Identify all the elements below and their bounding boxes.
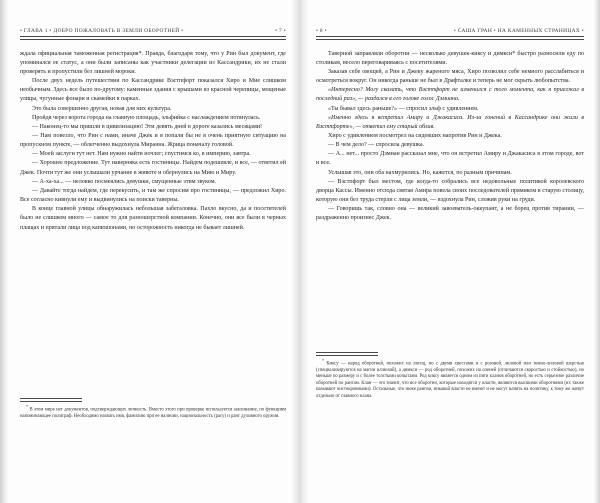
paragraph: — Говоришь так, словно она — великий завоеватель-оккупант, а не борец против тирании, — раздраженно произнес Джек. [316, 206, 584, 222]
right-page-folio: • 8 • [316, 28, 327, 34]
right-running-head-title: • САША ГРАН • НА КАМЕННЫХ СТРАНИЦАХ • [453, 28, 584, 34]
right-footnote [316, 357, 584, 401]
right-head-rule [316, 36, 584, 40]
paragraph: — А... нет... просто Дэмиан рассказал мне, что он встретил Амиру и Джакасиса в этом городе, вот и все. [316, 151, 584, 167]
paragraph: — В чем дело? — спросила девушка. [328, 142, 425, 149]
paragraph: — Давайте тогда найдем, где перекусить, и там же спросим про гостиницы, — предложил Хиро. Все согласно кивнули ему и выдвинулись на поиски таверны. [20, 187, 286, 204]
paragraph: — Наконец-то мы пришли в цивилизацию! Эти девять дней в дороге казались месяцами! [32, 123, 263, 130]
paragraph: В конце главной улицы обнаружилась небольшая забегаловка. Пахло вкусно, да и посетителей было не слишком много — самое то для разношерстной компании. Конечно, они все были в черных плащах и прятали лица под капюшонами, но осторожность никогда не бывает лишней. [20, 206, 286, 231]
left-head-rule [20, 36, 286, 40]
paragraph: — Вэстпфорт был местом, где когда-то собрались все недовольные политикой королевского дворца Кассы. Именно отсюда святая Амира повела своих последователей прямиком в старую столицу, которую они без труда стерли с лица земли, — вздохнула Рин, сложив руки на груди. [316, 178, 584, 204]
paragraph: Услышав это, они оба нахмурились. Но, кажется, по разным причинам. [328, 169, 512, 176]
left-footnote [20, 403, 287, 421]
paragraph: Хиро с удивлением посмотрел на сидевших напротив Рин и Джека. [328, 133, 502, 139]
left-footnote-area [20, 398, 286, 420]
paragraph: «Ты бывал здесь раньше?» — спросил эльф с удивлением. [328, 105, 479, 112]
paragraph: Пройдя через ворота города на главную площадь, эльфийка с наслаждением потянулась. [32, 114, 261, 121]
paragraph: — Моей заслуги тут нет. Нам нужно найти ночлег; спустимся ко, в империю, завтра. [32, 151, 251, 158]
paragraph: ждала официальная таможенная регистрация*. Правда, благодаря тому, что у Рин был документ, где упоминался ее статус, а они были записаны как участники делегации из Кассандрики, их не стали проверять и пропустили без лишней мороки. [20, 50, 286, 75]
left-page-folio: • 7 • [275, 28, 286, 34]
left-running-head-title: • ГЛАВА 1 • ДОБРО ПОЖАЛОВАТЬ В ЗЕМЛИ ОБОРОТНЕЙ • [20, 28, 184, 34]
right-page [300, 0, 600, 503]
paragraph: Это была совершенно другая, новая для них культура. [32, 105, 172, 112]
paragraph-italic: «Интересно? Могу сказать, что Вэстпфорт не изменился с того момента, как я приезжал в последний раз», — раздался в его голове голос Дэмиана. [316, 87, 584, 103]
footnote-text: * В этом мире нет документов, подтверждающих личность. Вместо этого при проверке используется заклинание, по функциям напоминающее полиграф. Необходимо назвать имя, фамилию при ее наличии, национальность (расу) и ранг духовного оружия. [20, 403, 287, 419]
footnote-text: * Киксу — народ оборотней, похожих на лисиц, но с двумя хвостами и с розовой, лиловой или темно-лиловой шерстью (специализируются на магии иллюзий), а димкси — род оборотней, похожих на оленей (отличаются скоростью и стойкостью), но меньше по размеру и с более толстыми копытами. Род киксу является одним из пяти кланов оборотней, но есть серьезное различие оборотней по рангам. Клан — это значит, что все оборотни, которые находятся у власти, являются высшими оборотнями (их также называют чистокровными). Остальные, что ниже рангом, никакой власти не имеют и не могут влиять на политику, к тому же живут отдельно от главного клана. [316, 357, 584, 400]
paragraph: Заказав себе овощей, а Рин и Джеку жареного мяса, Хиро позволил себе немного расслабиться и осмотреться вокруг. Он никогда раньше не был в Драфталке и теперь не мог скрыть любопытства. [316, 68, 584, 85]
left-running-head [20, 26, 286, 34]
paragraph-italic: «Именно здесь я встретил Амиру и Джакасиса. Из-за гонений в Кассандрике они жили в Вэстпфорте», — ответил ему старый облив. [316, 114, 584, 130]
right-running-head [316, 26, 584, 34]
paragraph: Таверной заправляли оборотни — несколько девушек-киксу и димкси* быстро разносили еду по столикам, весело переговариваясь с посетителями. [316, 50, 584, 66]
paragraph: — Нам повезло, что Рин с нами, иначе Джек и я попали бы не в очень приятную ситуацию на пропускном пункте, — облегченно выдохнула Миранна. Жрица поначалу головой. [20, 133, 286, 149]
paragraph: После двух недель путешествия по Кассандрике Вэстпфорт показался Хиро и Мие слишком необычным. Здесь все было по-другому: каменные здания с крышами из красной черепицы, мощеные улицы, чугунные фонари и скамейки в парках. [20, 78, 286, 103]
left-footnote-rule [20, 398, 82, 402]
right-page-body [316, 50, 584, 224]
paragraph: — А-ха-ха... — неловко посмеялись девушки, смущенные этим звуком. [32, 178, 217, 185]
footnote-marker: * [26, 403, 29, 409]
right-footnote-rule [316, 352, 378, 356]
right-footnote-area [316, 352, 584, 401]
left-page-body [20, 50, 286, 233]
paragraph: — Хорошее предложение. Тут наверняка есть гостиницы. Найдем подешевле, и все, — ответил ей Джек. Почти тут же они услышали урчание в животе и обернулись на Мию и Миру. [20, 160, 286, 176]
footnote-marker: * [322, 357, 325, 363]
